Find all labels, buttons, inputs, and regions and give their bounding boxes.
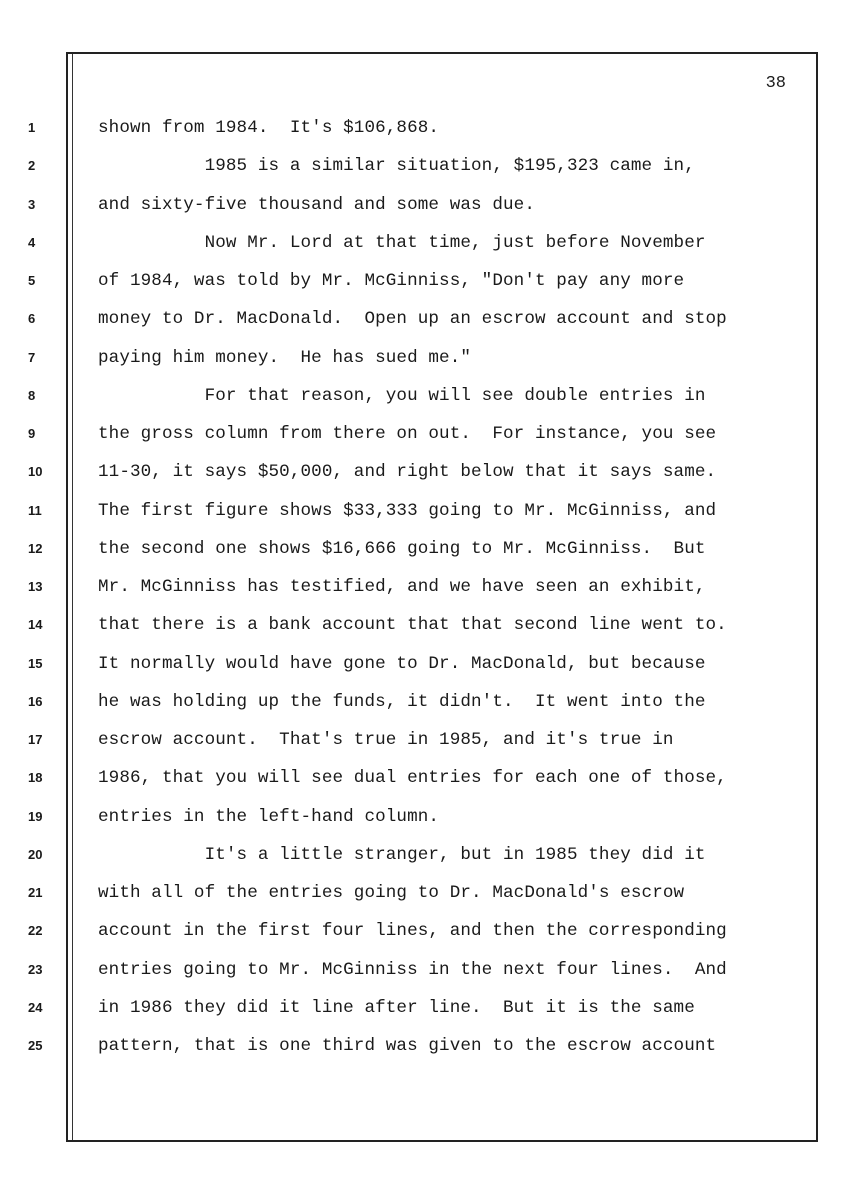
line-number: 20	[28, 847, 43, 862]
margin-rule	[72, 54, 73, 1140]
line-number: 24	[28, 1000, 43, 1015]
transcript-line: with all of the entries going to Dr. MacDonald's escrow	[98, 883, 685, 903]
transcript-line: of 1984, was told by Mr. McGinniss, "Don't pay any more	[98, 271, 685, 291]
transcript-line: in 1986 they did it line after line. But it is the same	[98, 998, 695, 1018]
line-number: 13	[28, 579, 43, 594]
line-number: 17	[28, 732, 43, 747]
transcript-line: For that reason, you will see double entries in	[98, 386, 706, 406]
line-number: 3	[28, 197, 36, 212]
line-number: 5	[28, 273, 36, 288]
transcript-line: The first figure shows $33,333 going to Mr. McGinniss, and	[98, 501, 717, 521]
transcript-line: and sixty-five thousand and some was due.	[98, 195, 535, 215]
line-number: 4	[28, 235, 36, 250]
line-number: 16	[28, 694, 43, 709]
transcript-line: he was holding up the funds, it didn't. It went into the	[98, 692, 706, 712]
transcript-line: that there is a bank account that that second line went to.	[98, 615, 727, 635]
line-number: 21	[28, 885, 43, 900]
line-number: 9	[28, 426, 36, 441]
transcript-line: 11-30, it says $50,000, and right below that it says same.	[98, 462, 717, 482]
line-number: 22	[28, 923, 43, 938]
transcript-line: pattern, that is one third was given to the escrow account	[98, 1036, 717, 1056]
line-number: 8	[28, 388, 36, 403]
transcript-line: It normally would have gone to Dr. MacDonald, but because	[98, 654, 706, 674]
line-number: 15	[28, 656, 43, 671]
transcript-line: 1986, that you will see dual entries for each one of those,	[98, 768, 727, 788]
line-number: 11	[28, 503, 42, 518]
transcript-line: money to Dr. MacDonald. Open up an escrow account and stop	[98, 309, 727, 329]
transcript-line: escrow account. That's true in 1985, and it's true in	[98, 730, 674, 750]
line-number: 12	[28, 541, 43, 556]
transcript-line: Now Mr. Lord at that time, just before November	[98, 233, 706, 253]
line-number: 2	[28, 158, 36, 173]
transcript-line: paying him money. He has sued me."	[98, 348, 472, 368]
line-number: 7	[28, 350, 36, 365]
transcript-line: the second one shows $16,666 going to Mr. McGinniss. But	[98, 539, 706, 559]
transcript-line: 1985 is a similar situation, $195,323 came in,	[98, 156, 695, 176]
line-number: 1	[28, 120, 36, 135]
transcript-line: account in the first four lines, and then the corresponding	[98, 921, 727, 941]
line-number: 14	[28, 617, 43, 632]
line-number: 6	[28, 311, 36, 326]
page-number: 38	[765, 74, 786, 93]
transcript-line: shown from 1984. It's $106,868.	[98, 118, 440, 138]
line-number: 19	[28, 809, 43, 824]
transcript-line: It's a little stranger, but in 1985 they did it	[98, 845, 706, 865]
transcript-line: entries in the left-hand column.	[98, 807, 440, 827]
line-number: 23	[28, 962, 43, 977]
line-number: 10	[28, 464, 43, 479]
transcript-line: Mr. McGinniss has testified, and we have seen an exhibit,	[98, 577, 706, 597]
transcript-line: the gross column from there on out. For instance, you see	[98, 424, 717, 444]
line-number: 18	[28, 770, 43, 785]
transcript-line: entries going to Mr. McGinniss in the next four lines. And	[98, 960, 727, 980]
line-number: 25	[28, 1038, 43, 1053]
